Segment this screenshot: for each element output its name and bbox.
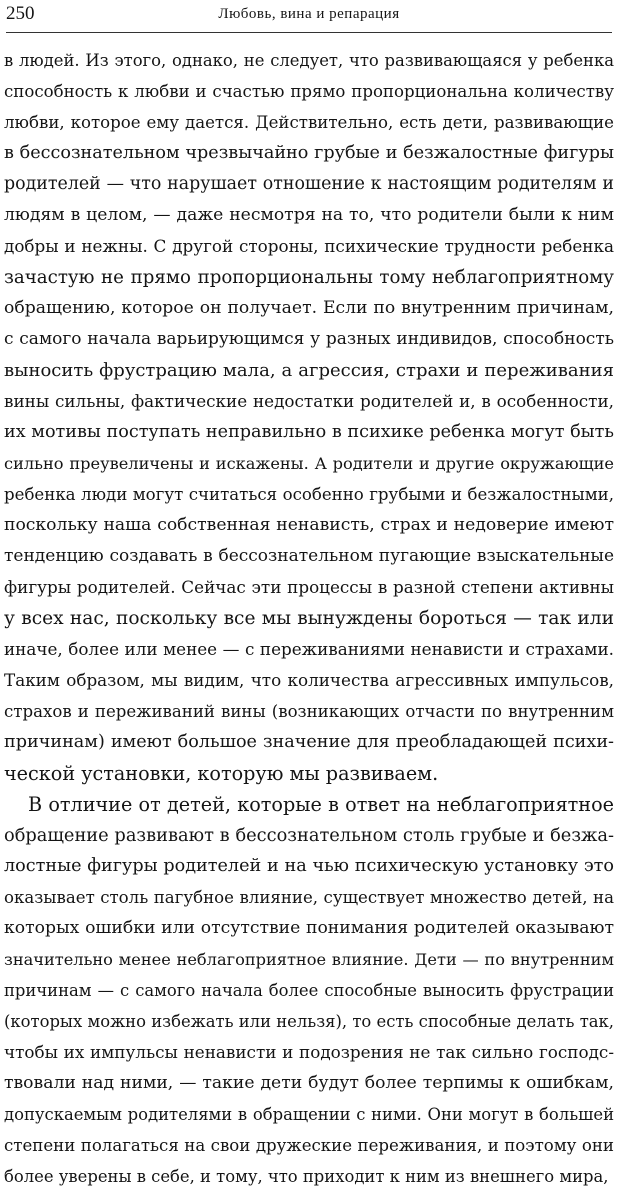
page-number: 250	[6, 3, 35, 24]
text-line: В отличие от детей, которые в ответ на неблагоприятное	[28, 793, 614, 816]
text-line: зачастую не прямо пропорциональны тому неблагоприятному	[4, 267, 614, 288]
text-line: добры и нежны. С другой стороны, психические трудности ребенка	[4, 236, 614, 256]
text-line: в бессознательном чрезвычайно грубые и безжалостные фигуры	[4, 143, 614, 163]
text-line: твовали над ними, — такие дети будут более терпимы к ошибкам,	[4, 1073, 614, 1093]
text-line: более уверены в себе, и тому, что приходит к ним из внешнего мира,	[4, 1167, 609, 1186]
text-line: значительно менее неблагоприятное влияние. Дети — по внутренним	[4, 950, 614, 969]
text-line: обращению, которое он получает. Если по внутренним причинам,	[4, 298, 614, 318]
text-line: вины сильны, фактические недостатки родителей и, в особенности,	[4, 391, 614, 411]
text-line: иначе, более или менее — с переживаниями ненависти и страхами.	[4, 639, 614, 659]
text-line: способность к любви и счастью прямо пропорциональна количеству	[4, 82, 614, 101]
text-line: оказывает столь пагубное влияние, существует множество детей, на	[4, 888, 614, 907]
text-line: которых ошибки или отсутствие понимания родителей оказывают	[4, 918, 614, 938]
text-line: тенденцию создавать в бессознательном пугающие взыскательные	[4, 546, 614, 566]
text-line: обращение развивают в бессознательном столь грубые и безжа-	[4, 825, 614, 846]
paragraph	[4, 789, 614, 1192]
text-line: в людей. Из этого, однако, не следует, что развивающаяся у ребенка	[4, 51, 614, 70]
body-text	[4, 45, 614, 1192]
text-line: причинам — с самого начала более способные выносить фрустрации	[4, 981, 614, 1000]
text-line: ребенка люди могут считаться особенно грубыми и безжалостными,	[4, 485, 614, 504]
text-line: допускаемым родителями в обращении с ними. Они могут в большей	[4, 1105, 614, 1124]
text-line: чтобы их импульсы ненависти и подозрения не так сильно господс-	[4, 1042, 614, 1062]
text-line: Таким образом, мы видим, что количества агрессивных импульсов,	[4, 670, 614, 690]
text-line: их мотивы поступать неправильно в психике ребенка могут быть	[4, 422, 614, 442]
text-line: у всех нас, поскольку все мы вынуждены бороться — так или	[4, 608, 614, 629]
text-line: поскольку наша собственная ненависть, страх и недоверие имеют	[4, 515, 614, 535]
text-line: лостные фигуры родителей и на чью психическую установку это	[4, 856, 614, 876]
text-line: степени полагаться на свои дружеские переживания, и поэтому они	[4, 1136, 614, 1155]
text-line: людям в целом, — даже несмотря на то, что родители были к ним	[4, 205, 614, 225]
text-line: с самого начала варьирующимся у разных индивидов, способность	[4, 329, 614, 349]
text-line: сильно преувеличены и искажены. А родители и другие окружающие	[4, 454, 614, 473]
text-line: родителей — что нарушает отношение к настоящим родителям и	[4, 174, 614, 194]
text-line: фигуры родителей. Сейчас эти процессы в разной степени активны	[4, 577, 614, 597]
running-title: Любовь, вина и репарация	[218, 6, 400, 22]
text-line: (которых можно избежать или нельзя), то есть способные делать так,	[4, 1012, 614, 1031]
text-line: любви, которое ему дается. Действительно, есть дети, развивающие	[4, 113, 614, 132]
page-header	[6, 2, 612, 33]
text-line: причинам) имеют большое значение для преобладающей психи-	[4, 732, 614, 752]
text-line: страхов и переживаний вины (возникающих отчасти по внутренним	[4, 702, 614, 721]
text-line: ческой установки, которую мы развиваем.	[4, 762, 439, 785]
text-line: выносить фрустрацию мала, а агрессия, страхи и переживания	[4, 360, 614, 381]
paragraph	[4, 45, 614, 789]
